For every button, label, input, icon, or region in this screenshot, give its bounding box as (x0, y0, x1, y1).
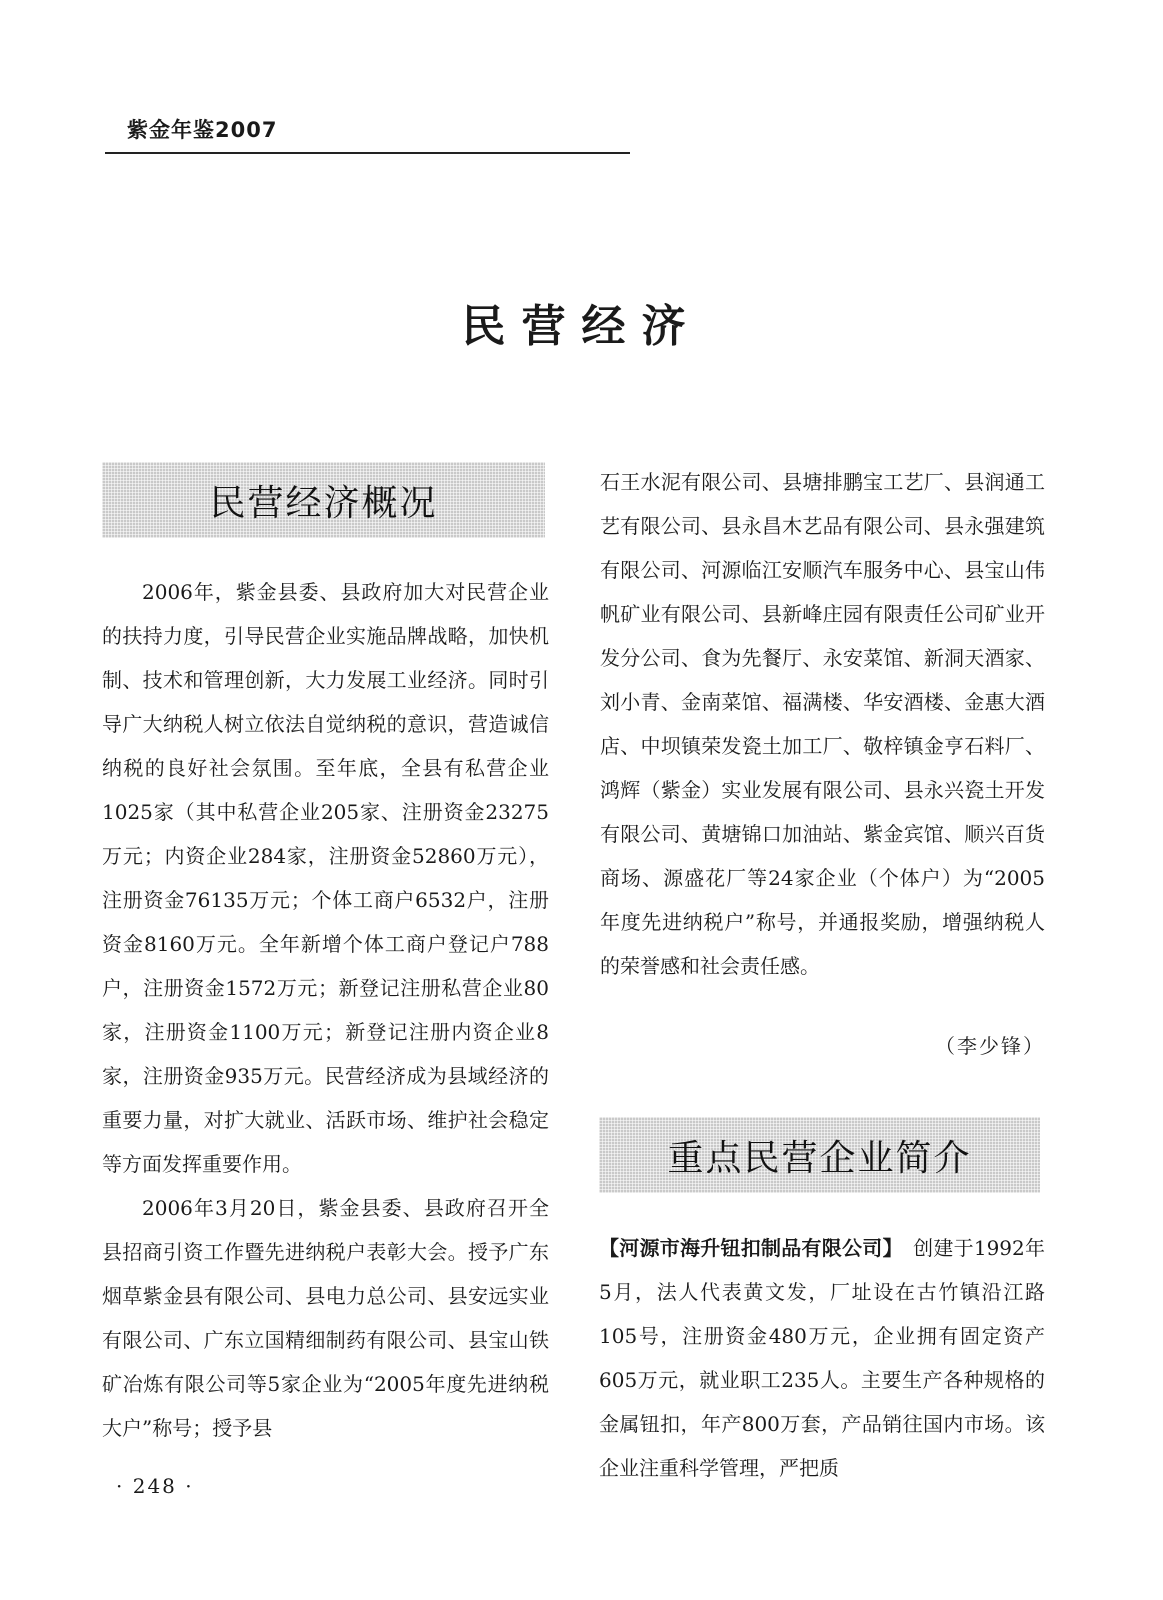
page-title: 民营经济 (461, 301, 702, 352)
entry-text: 创建于1992年5月，法人代表黄文发，厂址设在古竹镇沿江路105号，注册资金480万元，企业拥有固定资产605万元，就业职工235人。主要生产各种规格的金属钮扣，年产800万套，产品销往国内市场。该企业注重科学管理，严把质 (599, 1236, 1045, 1480)
running-title: 紫金年鉴2007 (127, 118, 278, 142)
section-heading-key-enterprises: 重点民营企业简介 (599, 1117, 1040, 1193)
page-number: · 248 · (116, 1474, 194, 1498)
enterprise-entry (599, 1226, 1045, 1490)
entry-paragraph (599, 1226, 1045, 1490)
right-column-continuation (600, 460, 1045, 988)
entry-company-name: 【河源市海升钮扣制品有限公司】 (599, 1236, 893, 1260)
paragraph: 2006年，紫金县委、县政府加大对民营企业的扶持力度，引导民营企业实施品牌战略，加快机制、技术和管理创新，大力发展工业经济。同时引导广大纳税人树立依法自觉纳税的意识，营造诚信纳税的良好社会氛围。至年底，全县有私营企业1025家（其中私营企业205家、注册资金23275万元；内资企业284家，注册资金52860万元），注册资金76135万元；个体工商户6532户，注册资金8160万元。全年新增个体工商户登记户788户，注册资金1572万元；新登记注册私营企业80家，注册资金1100万元；新登记注册内资企业8家，注册资金935万元。民营经济成为县域经济的重要力量，对扩大就业、活跃市场、维护社会稳定等方面发挥重要作用。 (102, 580, 549, 1176)
paragraph: 石王水泥有限公司、县塘排鹏宝工艺厂、县润通工艺有限公司、县永昌木艺品有限公司、县永强建筑有限公司、河源临江安顺汽车服务中心、县宝山伟帆矿业有限公司、县新峰庄园有限责任公司矿业开发分公司、食为先餐厅、永安菜馆、新洞天酒家、刘小青、金南菜馆、福满楼、华安酒楼、金惠大酒店、中坝镇荣发瓷土加工厂、敬梓镇金亨石料厂、鸿辉（紫金）实业发展有限公司、县永兴瓷土开发有限公司、黄塘锦口加油站、紫金宾馆、顺兴百货商场、源盛花厂等24家企业（个体户）为“2005年度先进纳税户”称号，并通报奖励，增强纳税人的荣誉感和社会责任感。 (600, 470, 1045, 978)
header-rule (105, 152, 630, 154)
paragraph: 2006年3月20日，紫金县委、县政府召开全县招商引资工作暨先进纳税户表彰大会。授予广东烟草紫金县有限公司、县电力总公司、县安远实业有限公司、广东立国精细制药有限公司、县宝山铁矿冶炼有限公司等5家企业为“2005年度先进纳税大户”称号；授予县 (102, 1196, 549, 1440)
section-heading-overview: 民营经济概况 (102, 462, 545, 538)
author-credit: （李少锋） (935, 1034, 1045, 1058)
left-column (102, 570, 549, 1450)
